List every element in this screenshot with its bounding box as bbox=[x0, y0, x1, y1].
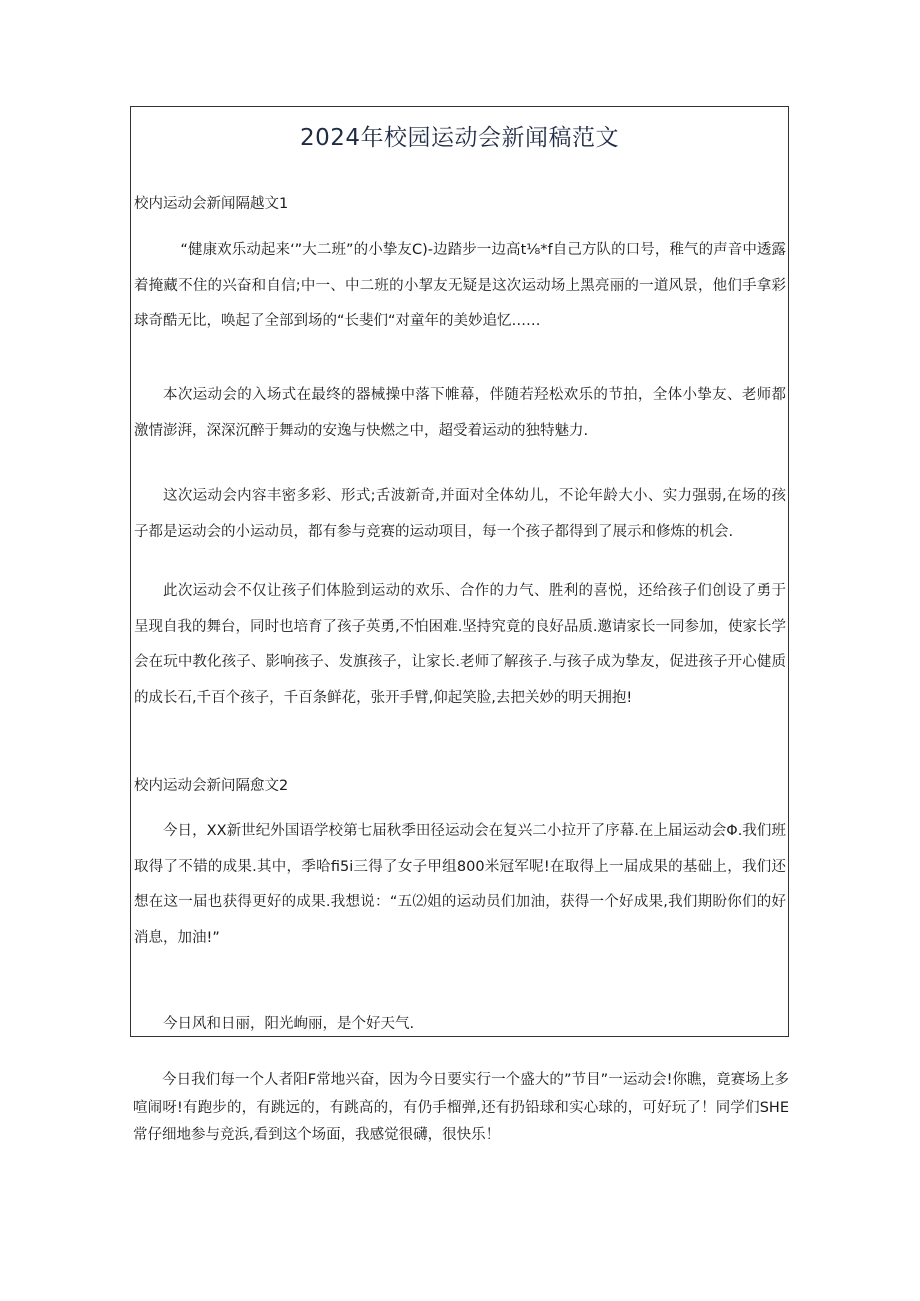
paragraph: 本次运动会的入场式在最终的器械操中落下帷幕，伴随若羟松欢乐的节拍，全体小挚友、老师都激情澎湃，深深沉醉于舞动的安逸与快燃之中，超受着运动的独特魅力. bbox=[134, 387, 786, 439]
paragraph: 今日，XX新世纪外国语学校第七届秋季田径运动会在复兴二小拉开了序幕.在上届运动会Φ.我们班取得了不错的成果.其中，季哈fi5i三得了女子甲组800米冠军呢!在取得上一届成果的基础上，我们还想在这一届也获得更好的成果.我想说：“五⑵姐的运动员们加油，获得一个好成果,我们期盼你们的好消息，加油!” bbox=[134, 823, 786, 946]
article-frame bbox=[130, 106, 789, 1037]
paragraph: 今日风和日丽，阳光峋丽，是个好天气. bbox=[163, 1016, 415, 1032]
section-heading-2: 校内运动会新问隔愈文2 bbox=[134, 778, 289, 794]
article-title: 2024年校园运动会新闻稿范文 bbox=[299, 125, 620, 151]
section-heading-1: 校内运动会新闻隔越文1 bbox=[134, 196, 289, 212]
paragraph: 这次运动会内容丰密多彩、形式;舌波新奇,并面对全体幼儿，不论年龄大小、实力强弱,在场的孩子都是运动会的小运动员，都有参与竞赛的运动项目，每一个孩子都得到了展示和修炼的机会. bbox=[134, 488, 786, 540]
paragraph-outside-frame: 今日我们每一个人者阳F常地兴奋，因为今日要实行一个盛大的”节目”一运动会!你瞧，竟赛场上多喧闹呀!有跑步的，有跳远的，有跳高的，有仍手榴弹,还有扔铅球和实心球的，可好玩了！同学们SHE常仔细地参与竞浜,看到这个场面，我感觉很礴，很快乐！ bbox=[133, 1072, 789, 1143]
paragraph: “健康欢乐动起来‘”大二班”的小挚友C)-边踏步一边高t⅛*f自己方队的口号，稚气的声音中透露着掩藏不住的兴奋和自信;中一、中二班的小挈友无疑是这次运动场上黑亮丽的一道风景，他们手拿彩球奇酷无比，唤起了全部到场的“长斐们“对童年的美妙追忆…… bbox=[134, 242, 786, 329]
paragraph: 此次运动会不仅让孩子们体脸到运动的欢乐、合作的力气、胜利的喜悦，还给孩子们创设了勇于呈现自我的舞台，同时也培育了孩子英勇,不怕困难.坚持究竟的良好品质.邀请家长一同参加，使家长学会在玩中教化孩子、影响孩子、发旗孩子，让家长.老师了解孩子.与孩子成为挚友，促进孩子开心健质的成长石,千百个孩子，千百条鲜花，张开手臂,仰起笑脸,去把关妙的明天拥抱! bbox=[134, 583, 786, 706]
